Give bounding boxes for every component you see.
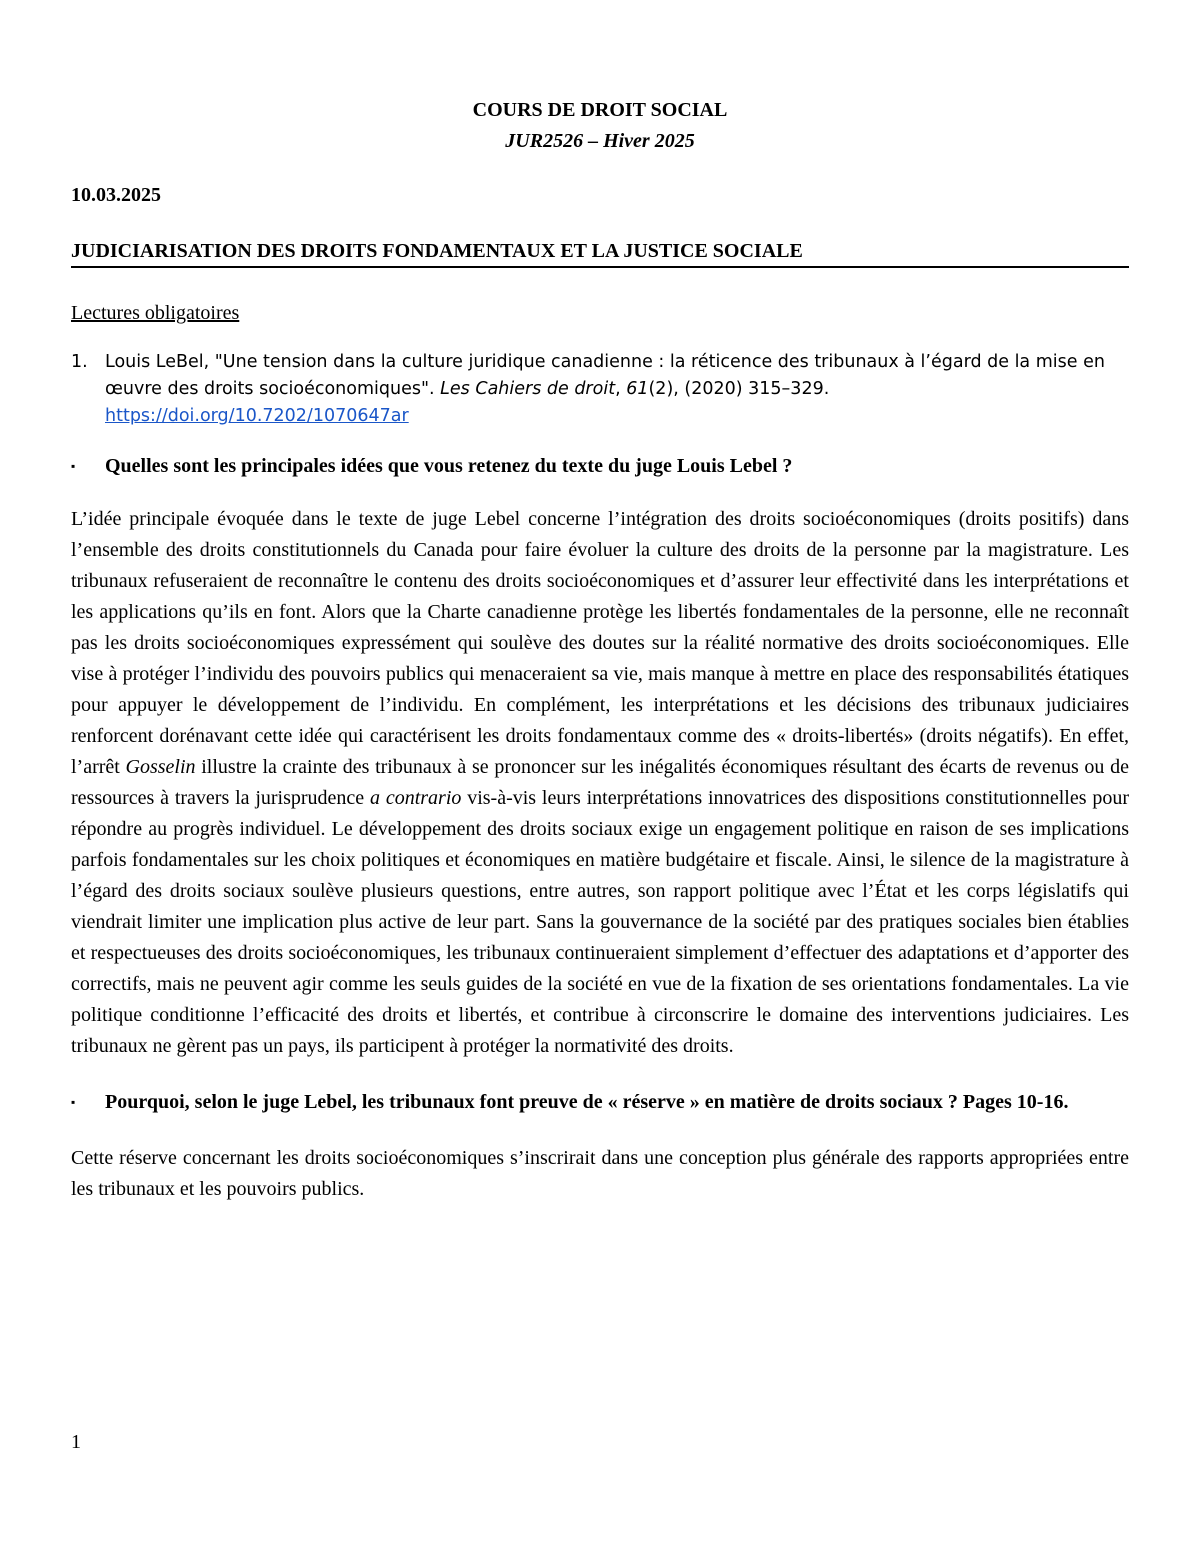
square-bullet-icon: ▪	[71, 459, 76, 473]
reading-item	[71, 349, 1129, 430]
question-text: Pourquoi, selon le juge Lebel, les tribunaux font preuve de « réserve » en matière de droits sociaux ? Pages 10-16.	[105, 1091, 1069, 1113]
section-title: JUDICIARISATION DES DROITS FONDAMENTAUX ET LA JUSTICE SOCIALE	[71, 236, 1129, 268]
page-number: 1	[71, 1431, 81, 1453]
readings-label: Lectures obligatoires	[71, 302, 240, 324]
citation-volume: 61	[626, 379, 649, 399]
citation-text: Louis LeBel, "Une tension dans la culture juridique canadienne : la réticence des tribunaux à l’égard de la mise en œuvre des droits socioéconomiques".	[105, 352, 1105, 399]
session-date: 10.03.2025	[71, 184, 161, 206]
doi-link[interactable]: https://doi.org/10.7202/1070647ar	[105, 406, 409, 426]
document-header	[71, 95, 1129, 157]
answer-paragraph-2: Cette réserve concernant les droits socioéconomiques s’inscrirait dans une conception plus générale des rapports appropriées entre les tribunaux et les pouvoirs publics.	[71, 1147, 1129, 1200]
question-text: Quelles sont les principales idées que vous retenez du texte du juge Louis Lebel ?	[105, 455, 793, 477]
answer-text: vis-à-vis leurs interprétations innovatrices des dispositions constitutionnelles pour répondre au progrès individuel. Le développement des droits sociaux exige un engagement politique en raison de ses implications parfois fondamentales sur les choix politiques et économiques en matière budgétaire et fiscale. Ainsi, le silence de la magistrature à l’égard des droits sociaux soulève plusieurs questions, entre autres, son rapport politique avec l’État et les corps législatifs qui viendrait limiter une implication plus active de leur part. Sans la gouvernance de la société par des pratiques sociales bien établies et respectueuses des droits socioéconomiques, les tribunaux continueraient simplement d’effectuer des adaptations et d’apporter des correctifs, mais ne peuvent agir comme les seuls guides de la société en vue de la fixation de ses orientations fondamentales. La vie politique conditionne l’efficacité des droits et libertés, et contribue à circonscrire le domaine des interventions judiciaires. Les tribunaux ne gèrent pas un pays, ils participent à protéger la normativité des droits.	[71, 787, 1129, 1057]
citation-pages: (2), (2020) 315–329.	[648, 379, 830, 399]
answer-paragraph-1	[71, 504, 1129, 1062]
citation-journal: Les Cahiers de droit	[440, 379, 616, 399]
square-bullet-icon: ▪	[71, 1095, 76, 1109]
question-2	[71, 1087, 1129, 1118]
course-code: JUR2526 – Hiver 2025	[505, 130, 695, 152]
citation-separator: ,	[615, 379, 627, 399]
reading-citation	[105, 349, 1129, 430]
question-1	[71, 451, 1129, 482]
document-page	[71, 95, 1129, 1205]
answer-text: illustre la crainte des tribunaux à se prononcer sur les inégalités économiques résultant des écarts de revenus ou de ressources à travers la jurisprudence	[71, 756, 1129, 809]
course-title: COURS DE DROIT SOCIAL	[472, 99, 728, 121]
case-name: Gosselin	[125, 756, 196, 778]
reading-number: 1.	[71, 352, 88, 372]
answer-text: L’idée principale évoquée dans le texte de juge Lebel concerne l’intégration des droits socioéconomiques (droits positifs) dans l’ensemble des droits constitutionnels du Canada pour faire évoluer la culture des droits de la personne par la magistrature. Les tribunaux refuseraient de reconnaître le contenu des droits socioéconomiques et d’assurer leur effectivité dans les interprétations et les applications qu’ils en font. Alors que la Charte canadienne protège les libertés fondamentales de la personne, elle ne reconnaît pas les droits socioéconomiques expressément qui soulève des doutes sur la réalité normative des droits socioéconomiques. Elle vise à protéger l’individu des pouvoirs publics qui menaceraient sa vie, mais manque à mettre en place des responsabilités étatiques pour appuyer le développement de l’individu. En complément, les interprétations et les décisions des tribunaux judiciaires renforcent dorénavant cette idée qui caractérisent les droits fondamentaux comme des « droits-libertés» (droits négatifs). En effet, l’arrêt	[71, 508, 1129, 778]
latin-phrase: a contrario	[370, 787, 462, 809]
